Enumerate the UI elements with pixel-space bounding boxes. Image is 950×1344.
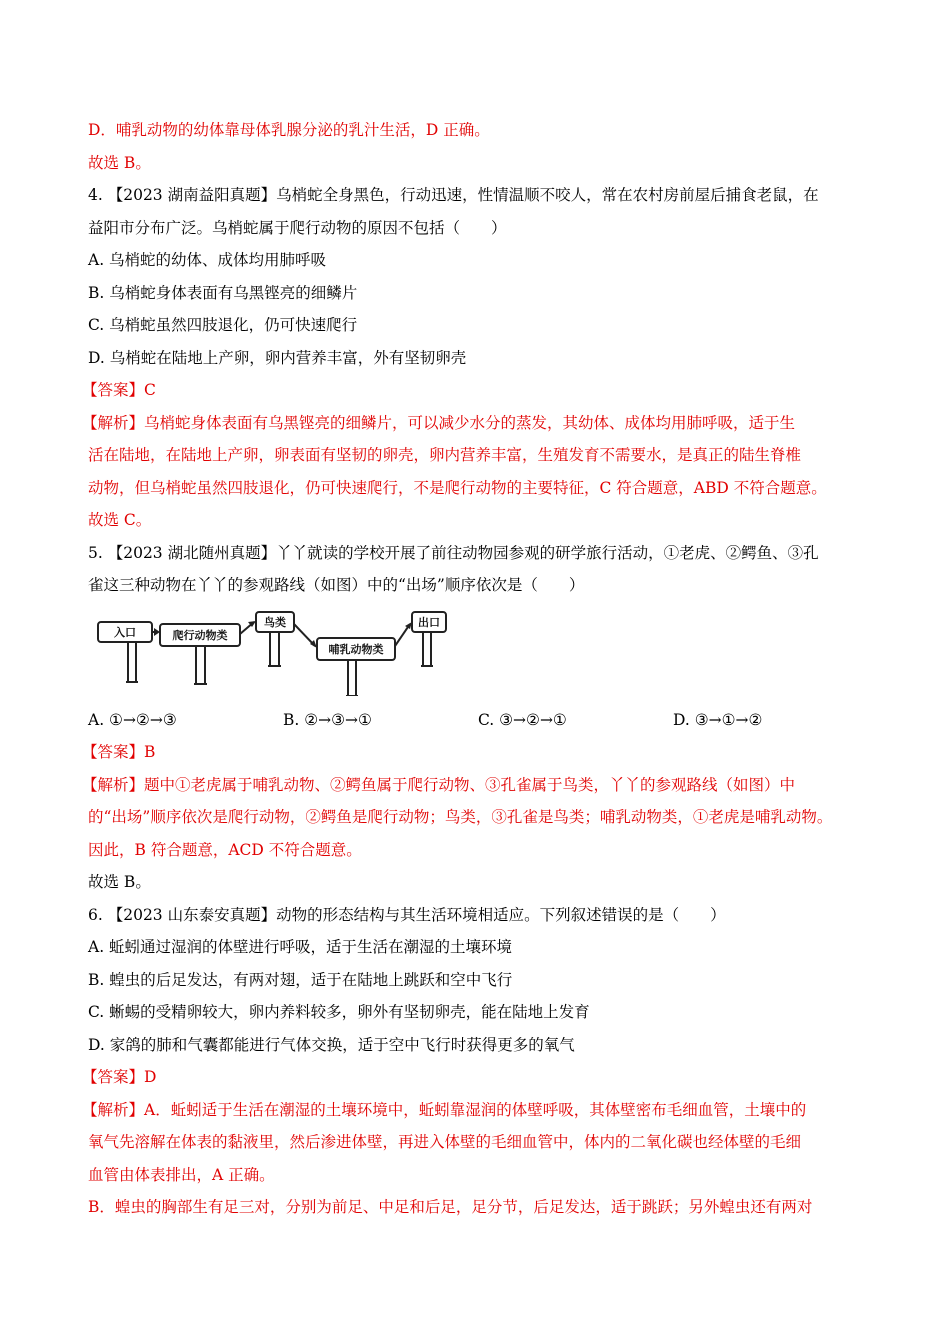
text-line: D．哺乳动物的幼体靠母体乳腺分泌的乳汁生活，D 正确。: [88, 121, 490, 139]
question-4-explanation: 活在陆地，在陆地上产卵，卵表面有坚韧的卵壳，卵内营养丰富，生殖发育不需要水，是真正的陆生脊椎: [88, 446, 802, 464]
question-4-explanation: 动物，但乌梢蛇虽然四肢退化，仍可快速爬行，不是爬行动物的主要特征，C 符合题意，ABD 不符合题意。: [88, 478, 827, 497]
question-4-explanation: 【解析】乌梢蛇身体表面有乌黑铿亮的细鳞片，可以减少水分的蒸发，其幼体、成体均用肺呼吸，适于生: [82, 413, 796, 432]
question-5-option-d: D. ③→①→②: [673, 710, 763, 729]
diagram-label-reptiles: 爬行动物类: [172, 628, 228, 642]
document-page: [82, 114, 868, 1224]
question-4-option-d: D. 乌梢蛇在陆地上产卵，卵内营养丰富，外有坚韧卵壳: [88, 348, 467, 367]
question-5-options: [88, 704, 868, 737]
route-diagram-svg: [88, 608, 448, 696]
route-diagram: [88, 608, 868, 696]
question-6-answer: 【答案】D: [82, 1068, 157, 1086]
question-4-option-a: A. 乌梢蛇的幼体、成体均用肺呼吸: [88, 251, 327, 269]
question-4-option-c: C. 乌梢蛇虽然四肢退化，仍可快速爬行: [88, 316, 358, 334]
question-5-selection: 故选 B。: [88, 873, 151, 891]
question-5-answer: 【答案】B: [82, 743, 156, 761]
question-4-stem: 4. 【2023 湖南益阳真题】乌梢蛇全身黑色，行动迅速，性情温顺不咬人，常在农村房前屋后捕食老鼠，在: [88, 186, 819, 204]
question-6-stem: 6. 【2023 山东泰安真题】动物的形态结构与其生活环境相适应。下列叙述错误的是（ ）: [88, 905, 726, 924]
text-line: 故选 B。: [88, 153, 151, 172]
question-5-option-c: C. ③→②→①: [478, 710, 567, 729]
question-5-stem: 5. 【2023 湖北随州真题】丫丫就读的学校开展了前往动物园参观的研学旅行活动，①老虎、②鳄鱼、③孔: [88, 543, 819, 562]
question-5-option-b: B. ②→③→①: [283, 710, 372, 729]
diagram-label-entrance: 入口: [114, 625, 136, 639]
question-6-option-d: D. 家鸽的肺和气囊都能进行气体交换，适于空中飞行时获得更多的氧气: [88, 1035, 575, 1054]
question-6-option-a: A. 蚯蚓通过湿润的体壁进行呼吸，适于生活在潮湿的土壤环境: [88, 938, 513, 956]
question-5-option-a: A. ①→②→③: [88, 710, 177, 729]
question-5-stem: 雀这三种动物在丫丫的参观路线（如图）中的“出场”顺序依次是（ ）: [88, 576, 585, 594]
question-6-explanation: 【解析】A．蚯蚓适于生活在潮湿的土壤环境中，蚯蚓靠湿润的体壁呼吸，其体壁密布毛细血管，土壤中的: [82, 1100, 807, 1119]
diagram-label-birds: 鸟类: [264, 615, 286, 629]
question-4-option-b: B. 乌梢蛇身体表面有乌黑铿亮的细鳞片: [88, 283, 358, 302]
question-6-option-b: B. 蝗虫的后足发达，有两对翅，适于在陆地上跳跃和空中飞行: [88, 970, 513, 989]
question-4-stem: 益阳市分布广泛。乌梢蛇属于爬行动物的原因不包括（ ）: [88, 218, 507, 237]
question-6-option-c: C. 蜥蜴的受精卵较大，卵内养料较多，卵外有坚韧卵壳，能在陆地上发育: [88, 1003, 590, 1021]
question-5-explanation: 【解析】题中①老虎属于哺乳动物、②鳄鱼属于爬行动物、③孔雀属于鸟类，丫丫的参观路线（如图）中: [82, 775, 796, 794]
question-6-explanation: B．蝗虫的胸部生有足三对，分别为前足、中足和后足，足分节，后足发达，适于跳跃；另外蝗虫还有两对: [88, 1198, 813, 1216]
question-6-explanation: 血管由体表排出，A 正确。: [88, 1165, 275, 1184]
question-5-explanation: 因此，B 符合题意，ACD 不符合题意。: [88, 840, 362, 859]
question-6-explanation: 氧气先溶解在体表的黏液里，然后渗进体壁，再进入体壁的毛细血管中，体内的二氧化碳也经体壁的毛细: [88, 1133, 802, 1151]
diagram-label-exit: 出口: [418, 615, 440, 629]
question-4-selection: 故选 C。: [88, 511, 152, 529]
diagram-label-mammals: 哺乳动物类: [328, 642, 384, 656]
question-4-answer: 【答案】C: [82, 381, 156, 399]
question-5-explanation: 的“出场”顺序依次是爬行动物，②鳄鱼是爬行动物；鸟类，③孔雀是鸟类；哺乳动物类，①老虎是哺乳动物。: [88, 808, 833, 826]
